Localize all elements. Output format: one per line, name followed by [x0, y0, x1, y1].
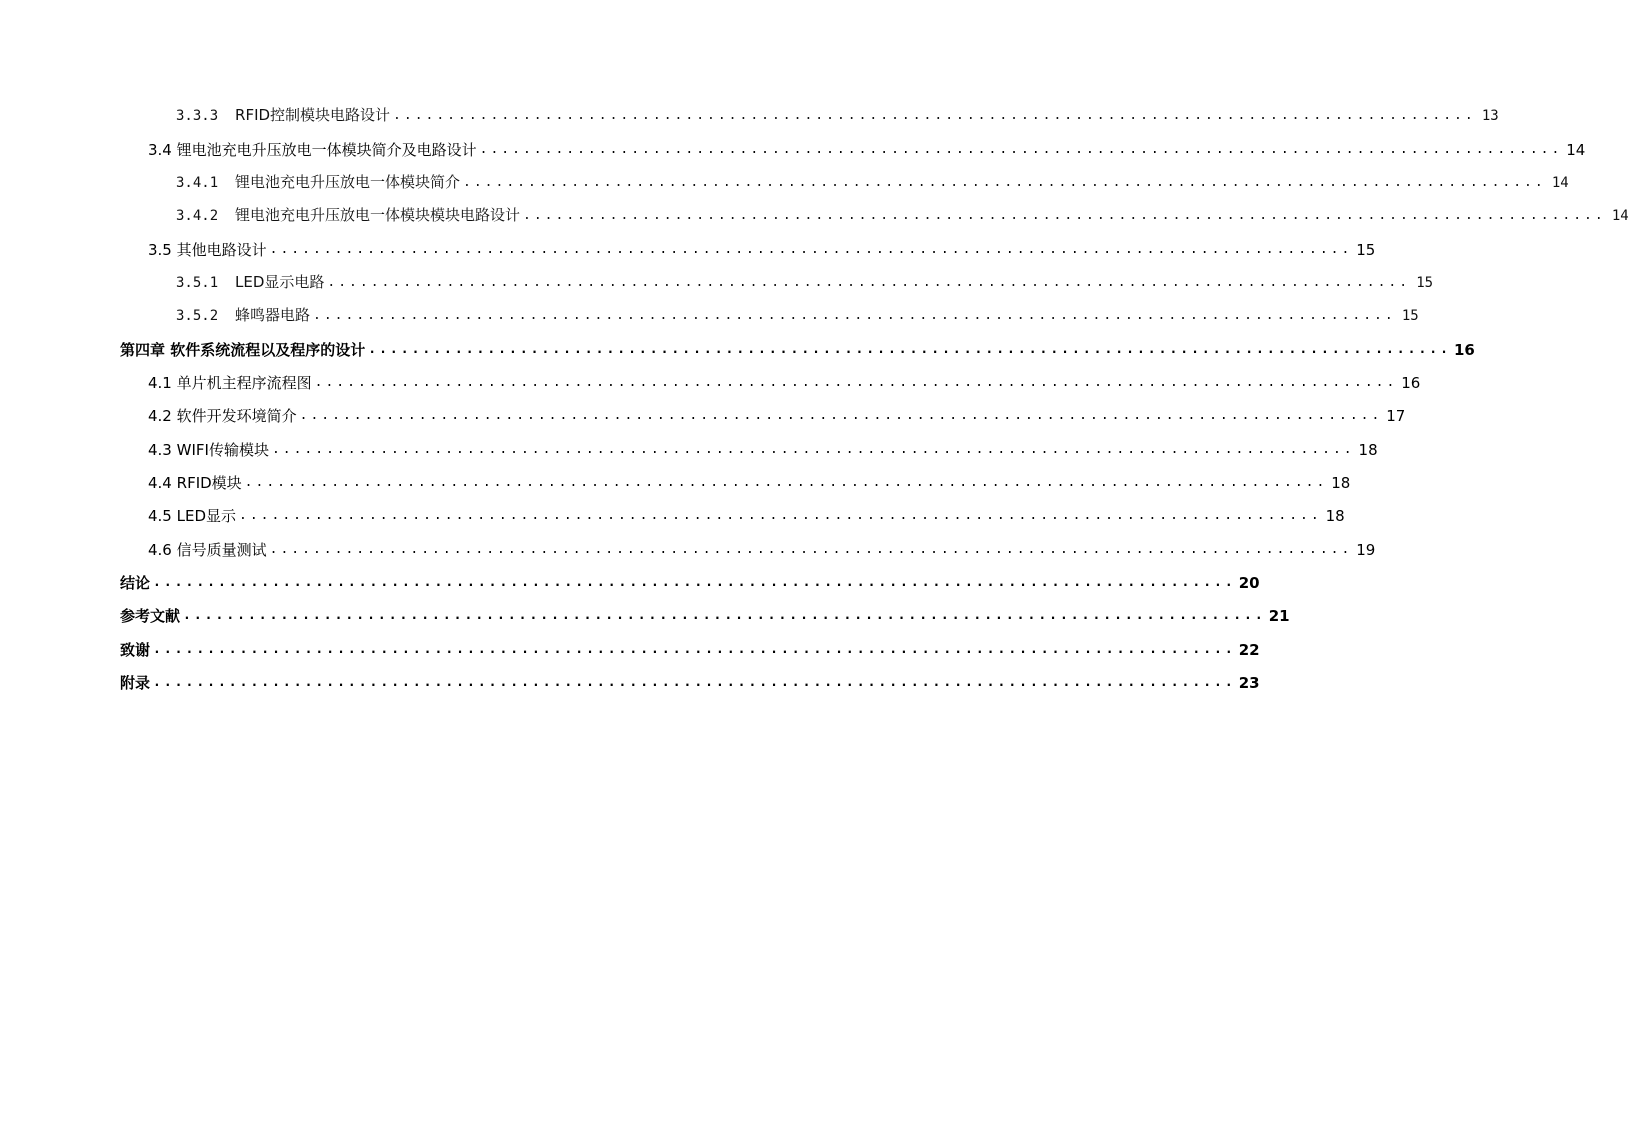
toc-entry[interactable] [176, 106, 1499, 126]
toc-chapter-entry[interactable] [120, 606, 1290, 626]
toc-page-number: 15 [1356, 241, 1376, 259]
toc-entry-number: 3.4.2 [176, 208, 219, 224]
toc-page-number: 22 [1238, 641, 1260, 659]
toc-chapter-entry[interactable] [120, 640, 1260, 660]
toc-entry-number: 3.4.1 [176, 175, 219, 191]
toc-entry[interactable] [148, 240, 1376, 260]
toc-entry-number: 4.3 [148, 441, 172, 459]
toc-entry-title: 锂电池充电升压放电一体模块模块电路设计 [235, 206, 521, 224]
toc-leader-dots: .................................................................................................... [327, 275, 1411, 290]
toc-entry-number: 第四章 [120, 341, 166, 359]
toc-entry-number: 4.5 [148, 507, 172, 525]
toc-page-number: 23 [1238, 674, 1260, 692]
toc-leader-dots: .................................................................................................... [153, 675, 1236, 690]
toc-entry-number: 3.4 [148, 141, 172, 159]
toc-page-number: 19 [1356, 541, 1376, 559]
toc-entry-number: 4.4 [148, 474, 172, 492]
toc-entry-number: 4.6 [148, 541, 172, 559]
toc-entry-number: 3.5 [148, 241, 172, 259]
toc-entry[interactable] [148, 506, 1345, 526]
toc-entry-number: 4.1 [148, 374, 172, 392]
toc-leader-dots: .................................................................................................... [314, 375, 1398, 390]
toc-entry-title: 锂电池充电升压放电一体模块简介及电路设计 [176, 141, 477, 159]
toc-entry[interactable] [148, 406, 1406, 426]
toc-entry-number: 3.5.1 [176, 275, 219, 291]
toc-page-number: 13 [1481, 108, 1499, 124]
toc-page-number: 20 [1238, 574, 1260, 592]
toc-entry[interactable] [148, 373, 1421, 393]
toc-entry-title: 其他电路设计 [176, 241, 267, 259]
toc-leader-dots: .................................................................................................... [479, 142, 1563, 157]
toc-page-number: 14 [1611, 208, 1629, 224]
toc-entry-title: 蜂鸣器电路 [235, 306, 311, 324]
toc-leader-dots: .................................................................................................... [153, 575, 1236, 590]
toc-leader-dots: .................................................................................................... [244, 475, 1328, 490]
toc-page-number: 21 [1268, 607, 1290, 625]
toc-leader-dots: .................................................................................................... [153, 642, 1236, 657]
toc-leader-dots: .................................................................................................... [299, 408, 1383, 423]
toc-page-number: 16 [1401, 374, 1421, 392]
toc-entry-title: 附录 [120, 674, 151, 692]
toc-page-number: 14 [1551, 175, 1569, 191]
toc-entry-title: 致谢 [120, 641, 151, 659]
toc-entry-title: LED显示电路 [235, 273, 325, 291]
toc-entry-number: 3.3.3 [176, 108, 219, 124]
toc-page-number: 18 [1325, 507, 1345, 525]
toc-leader-dots: .................................................................................................... [183, 608, 1266, 623]
toc-leader-dots: .................................................................................................... [463, 175, 1546, 190]
toc-leader-dots: .................................................................................................... [269, 242, 1353, 257]
toc-leader-dots: .................................................................................................... [313, 308, 1396, 323]
toc-entry-title: 锂电池充电升压放电一体模块简介 [235, 173, 461, 191]
toc-entry-title: 单片机主程序流程图 [176, 374, 312, 392]
toc-page-number: 18 [1331, 474, 1351, 492]
toc-page-number: 18 [1358, 441, 1378, 459]
toc-page-number: 15 [1401, 308, 1419, 324]
toc-page-number: 16 [1453, 341, 1475, 359]
toc-page-number: 17 [1386, 407, 1406, 425]
toc-entry-title: LED显示 [176, 507, 237, 525]
toc-leader-dots: .................................................................................................... [523, 208, 1606, 223]
toc-leader-dots: .................................................................................................... [368, 342, 1451, 357]
toc-entry-number: 3.5.2 [176, 308, 219, 324]
toc-entry[interactable] [148, 140, 1586, 160]
toc-chapter-entry[interactable] [120, 340, 1475, 360]
toc-leader-dots: .................................................................................................... [393, 108, 1476, 123]
toc-entry-title: 结论 [120, 574, 151, 592]
toc-entry-number: 4.2 [148, 407, 172, 425]
toc-entry-title: 软件系统流程以及程序的设计 [170, 341, 366, 359]
toc-entry[interactable] [176, 206, 1629, 226]
toc-entry[interactable] [148, 473, 1351, 493]
toc-entry-title: 参考文献 [120, 607, 181, 625]
toc-entry[interactable] [176, 273, 1434, 293]
toc-leader-dots: .................................................................................................... [239, 508, 1322, 523]
toc-entry[interactable] [176, 173, 1569, 193]
toc-entry-title: WIFI传输模块 [176, 441, 269, 459]
toc-entry-title: RFID模块 [176, 474, 242, 492]
toc-leader-dots: .................................................................................................... [271, 442, 1355, 457]
toc-chapter-entry[interactable] [120, 573, 1260, 593]
toc-leader-dots: .................................................................................................... [269, 542, 1353, 557]
toc-page-number: 15 [1416, 275, 1434, 291]
toc-entry-title: 信号质量测试 [176, 541, 267, 559]
toc-chapter-entry[interactable] [120, 673, 1260, 693]
toc-entry[interactable] [176, 306, 1419, 326]
toc-entry-title: 软件开发环境简介 [176, 407, 297, 425]
toc-page-number: 14 [1566, 141, 1586, 159]
toc-entry[interactable] [148, 540, 1376, 560]
toc-entry[interactable] [148, 440, 1378, 460]
toc-entry-title: RFID控制模块电路设计 [235, 106, 391, 124]
